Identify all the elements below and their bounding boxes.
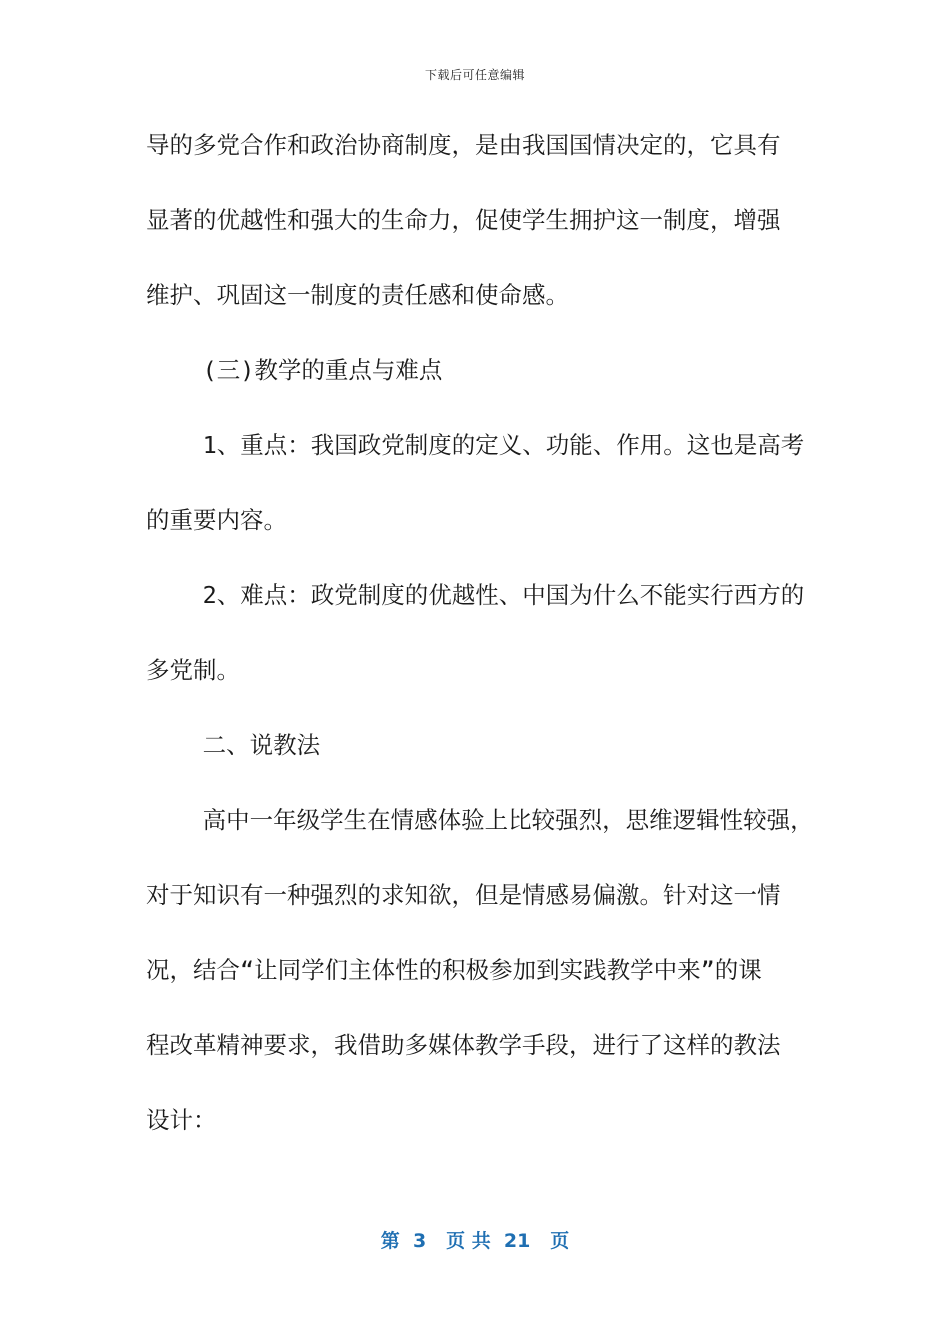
text-line: 维护、巩固这一制度的责任感和使命感。 <box>146 281 569 309</box>
text-line: 况，结合“让同学们主体性的积极参加到实践教学中来”的课 <box>146 956 762 984</box>
text-line: 设计： <box>146 1106 217 1134</box>
text-line: 1、重点：我国政党制度的定义、功能、作用。这也是高考 <box>146 431 805 459</box>
text-line: 程改革精神要求，我借助多媒体教学手段，进行了这样的教法 <box>146 1031 781 1059</box>
text-line: 显著的优越性和强大的生命力，促使学生拥护这一制度，增强 <box>146 206 781 234</box>
text-line: 对于知识有一种强烈的求知欲，但是情感易偏激。针对这一情 <box>146 881 781 909</box>
text-line: 的重要内容。 <box>146 506 287 534</box>
text-line: 2、难点：政党制度的优越性、中国为什么不能实行西方的 <box>146 581 805 609</box>
section-heading: 二、说教法 <box>146 731 321 759</box>
text-line: 导的多党合作和政治协商制度，是由我国国情决定的，它具有 <box>146 131 781 159</box>
page-number-footer: 第 3 页 共 21 页 <box>380 1230 570 1252</box>
page-header: 下载后可任意编辑 <box>424 68 525 82</box>
text-line: 高中一年级学生在情感体验上比较强烈，思维逻辑性较强， <box>146 806 814 834</box>
text-line: 多党制。 <box>146 656 240 684</box>
section-heading: (三)教学的重点与难点 <box>146 356 443 384</box>
